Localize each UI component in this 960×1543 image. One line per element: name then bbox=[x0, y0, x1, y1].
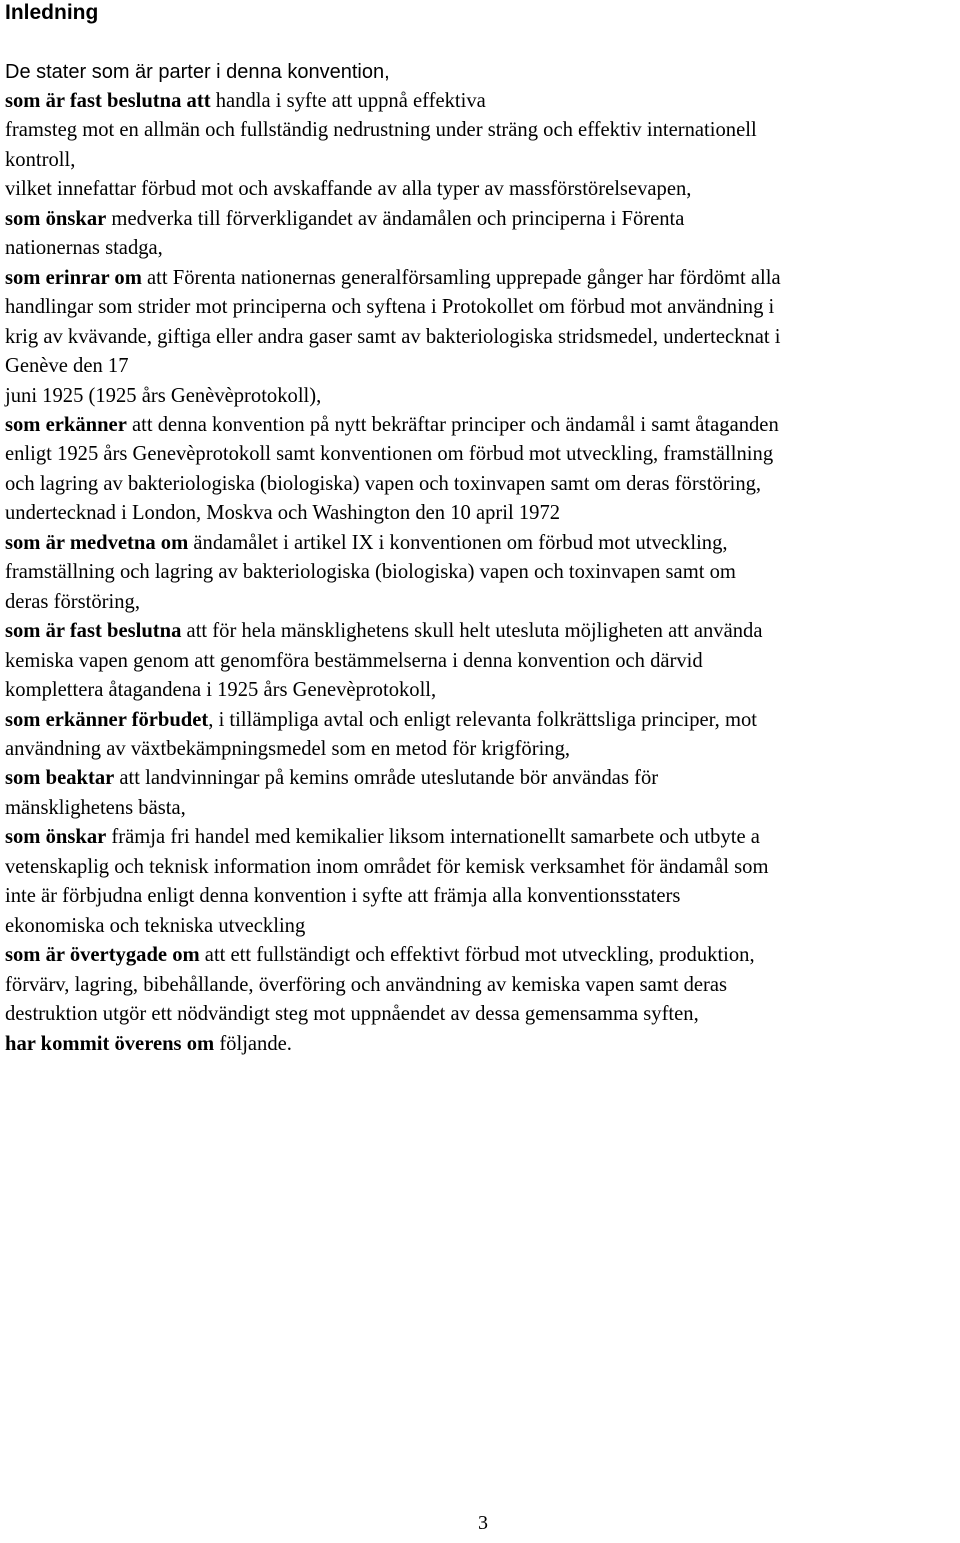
text-line bbox=[5, 411, 960, 440]
text-line bbox=[5, 588, 960, 617]
line-text: och lagring av bakteriologiska (biologiska) vapen och toxinvapen samt om deras förstöring, bbox=[5, 472, 762, 495]
text-line bbox=[5, 87, 960, 116]
bold-phrase: som är medvetna om bbox=[5, 531, 189, 554]
line-text: framsteg mot en allmän och fullständig nedrustning under sträng och effektiv internationell bbox=[5, 119, 757, 142]
bold-phrase: har kommit överens om bbox=[5, 1032, 215, 1055]
text-line bbox=[5, 529, 960, 558]
line-text: att Förenta nationernas generalförsamling upprepade gånger har fördömt alla bbox=[141, 266, 781, 289]
text-line bbox=[5, 352, 960, 381]
line-text: vilket innefattar förbud mot och avskaffande av alla typer av massförstörelsevapen, bbox=[5, 178, 692, 201]
text-line bbox=[5, 470, 960, 499]
line-text: Genève den 17 bbox=[5, 355, 129, 378]
line-text: deras förstöring, bbox=[5, 590, 140, 613]
text-line bbox=[5, 1000, 960, 1029]
line-text: ändamålet i artikel IX i konventionen om förbud mot utveckling, bbox=[188, 531, 728, 554]
bold-phrase: som önskar bbox=[5, 826, 107, 849]
line-text: handla i syfte att uppnå effektiva bbox=[210, 90, 486, 112]
line-text: att landvinningar på kemins område uteslutande bör användas för bbox=[114, 767, 659, 790]
line-text: undertecknad i London, Moskva och Washington den 10 april 1972 bbox=[5, 502, 561, 525]
text-line bbox=[5, 912, 960, 941]
line-text: förvärv, lagring, bibehållande, överföring och användning av kemiska vapen samt deras bbox=[5, 973, 728, 996]
text-line bbox=[5, 323, 960, 352]
text-line bbox=[5, 146, 960, 175]
line-text: nationernas stadga, bbox=[5, 237, 163, 260]
text-line bbox=[5, 735, 960, 764]
bold-phrase: som är fast beslutna att bbox=[5, 90, 211, 112]
line-text: mänsklighetens bästa, bbox=[5, 796, 186, 819]
line-text: handlingar som strider mot principerna och syftena i Protokollet om förbud mot användning i bbox=[5, 296, 775, 319]
text-line bbox=[5, 676, 960, 705]
text-line bbox=[5, 558, 960, 587]
text-line bbox=[5, 882, 960, 911]
text-line bbox=[5, 1030, 960, 1059]
text-line bbox=[5, 764, 960, 793]
line-text: ekonomiska och tekniska utveckling bbox=[5, 914, 306, 937]
text-line bbox=[5, 617, 960, 646]
line-text: destruktion utgör ett nödvändigt steg mot uppnåendet av dessa gemensamma syften, bbox=[5, 1003, 699, 1026]
text-line bbox=[5, 116, 960, 145]
intro-line: De stater som är parter i denna konvention, bbox=[5, 61, 390, 83]
line-text: följande. bbox=[214, 1032, 292, 1055]
text-line bbox=[5, 823, 960, 852]
line-text: vetenskaplig och teknisk information inom området för kemisk verksamhet för ändamål som bbox=[5, 855, 769, 878]
page-number: 3 bbox=[478, 1512, 488, 1534]
line-text: juni 1925 (1925 års Genèvèprotokoll), bbox=[5, 384, 322, 407]
bold-phrase: som erkänner förbudet bbox=[5, 708, 209, 731]
line-text: komplettera åtagandena i 1925 års Genevèprotokoll, bbox=[5, 679, 437, 702]
bold-phrase: som önskar bbox=[5, 207, 107, 230]
bold-phrase: som är fast beslutna bbox=[5, 620, 182, 643]
bold-phrase: som erinrar om bbox=[5, 266, 142, 289]
text-line bbox=[5, 794, 960, 823]
text-line bbox=[5, 499, 960, 528]
line-text: , i tillämpliga avtal och enligt relevanta folkrättsliga principer, mot bbox=[208, 708, 758, 731]
line-text: att denna konvention på nytt bekräftar principer och ändamål i samt åtaganden bbox=[126, 413, 779, 436]
bold-phrase: som beaktar bbox=[5, 767, 115, 790]
text-line bbox=[5, 647, 960, 676]
text-line bbox=[5, 234, 960, 263]
text-line bbox=[5, 440, 960, 469]
text-line bbox=[5, 382, 960, 411]
line-text: att ett fullständigt och effektivt förbud mot utveckling, produktion, bbox=[199, 944, 755, 967]
text-line bbox=[5, 853, 960, 882]
line-text: användning av växtbekämpningsmedel som en metod för krigföring, bbox=[5, 737, 571, 760]
text-line bbox=[5, 205, 960, 234]
bold-phrase: som är övertygade om bbox=[5, 944, 200, 967]
line-text: kontroll, bbox=[5, 148, 76, 171]
line-text: krig av kvävande, giftiga eller andra gaser samt av bakteriologiska stridsmedel, undertecknat i bbox=[5, 325, 781, 348]
line-text: inte är förbjudna enligt denna konvention i syfte att främja alla konventionsstaters bbox=[5, 885, 681, 908]
text-line bbox=[5, 175, 960, 204]
line-text: att för hela mänsklighetens skull helt utesluta möjligheten att använda bbox=[181, 620, 763, 643]
bold-phrase: som erkänner bbox=[5, 413, 127, 436]
line-text: kemiska vapen genom att genomföra bestämmelserna i denna konvention och därvid bbox=[5, 649, 703, 672]
preamble-text bbox=[5, 87, 960, 1059]
line-text: medverka till förverkligandet av ändamålen och principerna i Förenta bbox=[106, 207, 685, 230]
line-text: framställning och lagring av bakteriologiska (biologiska) vapen och toxinvapen samt om bbox=[5, 561, 736, 584]
text-line bbox=[5, 941, 960, 970]
line-text: främja fri handel med kemikalier liksom internationellt samarbete och utbyte a bbox=[106, 826, 760, 849]
text-line bbox=[5, 293, 960, 322]
line-text: enligt 1925 års Genevèprotokoll samt konventionen om förbud mot utveckling, framställning bbox=[5, 443, 774, 466]
section-heading: Inledning bbox=[5, 1, 99, 24]
text-line bbox=[5, 971, 960, 1000]
text-line bbox=[5, 264, 960, 293]
text-line bbox=[5, 706, 960, 735]
